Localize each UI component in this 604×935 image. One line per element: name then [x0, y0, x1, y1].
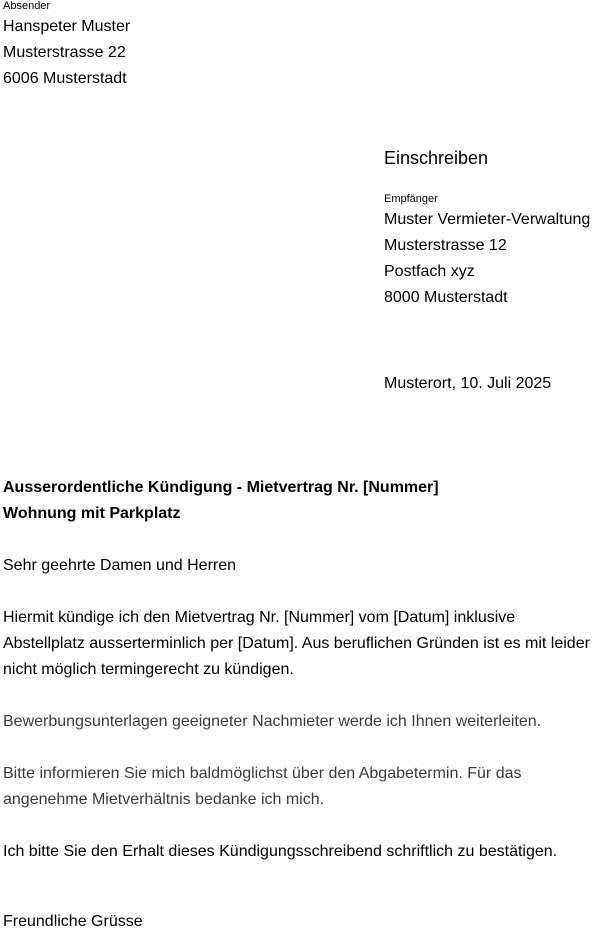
subject-line-2: Wohnung mit Parkplatz	[3, 505, 181, 522]
paragraph-4	[3, 839, 603, 865]
letter-body	[3, 475, 603, 865]
sender-block	[3, 0, 130, 92]
paragraph-line: Abstellplatz ausserterminlich per [Datum]. Aus beruflichen Gründen ist es mit leider	[3, 635, 590, 652]
paragraph-line: nicht möglich termingerecht zu kündigen.	[3, 661, 294, 678]
recipient-city: 8000 Musterstadt	[384, 289, 508, 306]
paragraph-line: Bewerbungsunterlagen geeigneter Nachmieter werde ich Ihnen weiterleiten.	[3, 713, 542, 730]
recipient-name: Muster Vermieter-Verwaltung	[384, 211, 591, 228]
recipient-po-box: Postfach xyz	[384, 263, 475, 280]
subject-block	[3, 475, 603, 527]
paragraph-2	[3, 709, 603, 735]
paragraph-1	[3, 605, 603, 683]
paragraph-line: Ich bitte Sie den Erhalt dieses Kündigungsschreibend schriftlich zu bestätigen.	[3, 843, 558, 860]
paragraph-line: angenehme Mietverhältnis bedanke ich mich.	[3, 791, 325, 808]
salutation: Sehr geehrte Damen und Herren	[3, 557, 237, 574]
closing: Freundliche Grüsse	[3, 913, 143, 930]
letter-date: Musterort, 10. Juli 2025	[384, 375, 552, 392]
paragraph-line: Bitte informieren Sie mich baldmöglichst über den Abgabetermin. Für das	[3, 765, 522, 782]
sender-street: Musterstrasse 22	[3, 44, 126, 61]
paragraph-3	[3, 761, 603, 813]
sender-label: Absender	[3, 0, 51, 12]
paragraph-line: Hiermit kündige ich den Mietvertrag Nr. [Nummer] vom [Datum] inklusive	[3, 609, 516, 626]
sender-name: Hanspeter Muster	[3, 18, 131, 35]
sender-city: 6006 Musterstadt	[3, 70, 127, 87]
delivery-type: Einschreiben	[384, 148, 489, 168]
recipient-block	[384, 146, 590, 311]
recipient-label: Empfänger	[384, 193, 438, 205]
recipient-street: Musterstrasse 12	[384, 237, 507, 254]
subject-line-1: Ausserordentliche Kündigung - Mietvertrag Nr. [Nummer]	[3, 479, 439, 496]
